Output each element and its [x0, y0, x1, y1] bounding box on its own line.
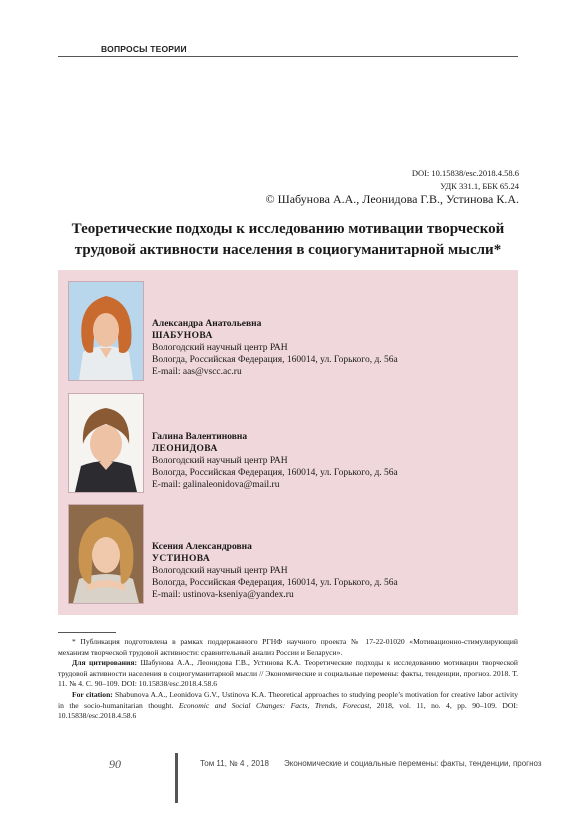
- footer-issue: Том 11, № 4 , 2018: [200, 759, 269, 768]
- author-email: E-mail: aas@vscc.ac.ru: [152, 367, 242, 377]
- footer-divider: [175, 753, 178, 803]
- footnote-rule: [58, 632, 116, 633]
- author-given-name: Ксения Александровна: [152, 542, 252, 552]
- page-number: 90: [109, 757, 121, 771]
- author-photo-ustinova: [68, 504, 144, 604]
- author-organization: Вологодский научный центр РАН: [152, 456, 288, 466]
- citation-ru: [58, 658, 518, 690]
- footnotes: [58, 637, 518, 722]
- author-info-leonidova: [152, 431, 398, 491]
- author-given-name: Александра Анатольевна: [152, 319, 262, 329]
- udk-bbk: УДК 331.1, ББК 65.24: [440, 181, 519, 191]
- author-given-name: Галина Валентиновна: [152, 432, 248, 442]
- author-photo-leonidova: [68, 393, 144, 493]
- author-info-ustinova: [152, 541, 398, 601]
- citation-en-text: Shabunova A.A., Leonidova G.V., Ustinova K.A. Theoretical approaches to studying people’s motivation for creative labor activity in the socio-humanitarian thought.: [58, 689, 518, 710]
- citation-en-label: For citation:: [72, 689, 113, 699]
- copyright-authors: © Шабунова А.А., Леонидова Г.В., Устинова К.А.: [265, 192, 519, 206]
- author-organization: Вологодский научный центр РАН: [152, 566, 288, 576]
- author-surname: ШАБУНОВА: [152, 331, 213, 341]
- article-title-line-1: Теоретические подходы к исследованию мотивации творческой: [71, 221, 505, 237]
- author-organization: Вологодский научный центр РАН: [152, 343, 288, 353]
- article-title: [58, 219, 518, 261]
- citation-en: [58, 690, 518, 722]
- author-photo-shabunova: [68, 281, 144, 381]
- citation-ru-label: Для цитирования:: [72, 658, 138, 668]
- author-address: Вологда, Российская Федерация, 160014, ул. Горького, д. 56а: [152, 578, 398, 588]
- article-title-line-2: трудовой активности населения в социогуманитарной мысли*: [74, 242, 502, 258]
- author-surname: УСТИНОВА: [152, 554, 211, 564]
- author-address: Вологда, Российская Федерация, 160014, ул. Горького, д. 56а: [152, 468, 398, 478]
- funding-note: * Публикация подготовлена в рамках поддержанного РГНФ научного проекта № 17-22-01020 «Мотивационно-стимулирующий механизм творческой трудовой активности: сравнительный анализ России и Беларуси».: [58, 637, 518, 657]
- header-rule: [58, 56, 518, 57]
- doi: DOI: 10.15838/esc.2018.4.58.6: [411, 168, 519, 178]
- citation-ru-text: Шабунова А.А., Леонидова Г.В., Устинова К.А. Теоретические подходы к исследованию мотивации творческой трудовой активности населения в социогуманитарной мысли // Экономические и социальные перемены: факты, тенденции, прогноз. 2018. Т. 11. № 4. С. 90–109. DOI: 10.15838/esc.2018.4.58.6: [58, 658, 518, 689]
- citation-en-journal: Economic and Social Changes: Facts, Trends, Forecast: [178, 700, 370, 710]
- footer-journal-title: Экономические и социальные перемены: факты, тенденции, прогноз: [284, 759, 542, 768]
- section-heading: ВОПРОСЫ ТЕОРИИ: [101, 44, 187, 54]
- author-surname: ЛЕОНИДОВА: [152, 444, 218, 454]
- author-address: Вологда, Российская Федерация, 160014, ул. Горького, д. 56а: [152, 355, 398, 365]
- citation-en-tail: , 2018, vol. 11, no. 4, pp. 90–109. DOI: 10.15838/esc.2018.4.58.6: [58, 700, 518, 721]
- author-email: E-mail: ustinova-kseniya@yandex.ru: [152, 590, 294, 600]
- author-info-shabunova: [152, 318, 398, 378]
- author-email: E-mail: galinaleonidova@mail.ru: [152, 480, 280, 490]
